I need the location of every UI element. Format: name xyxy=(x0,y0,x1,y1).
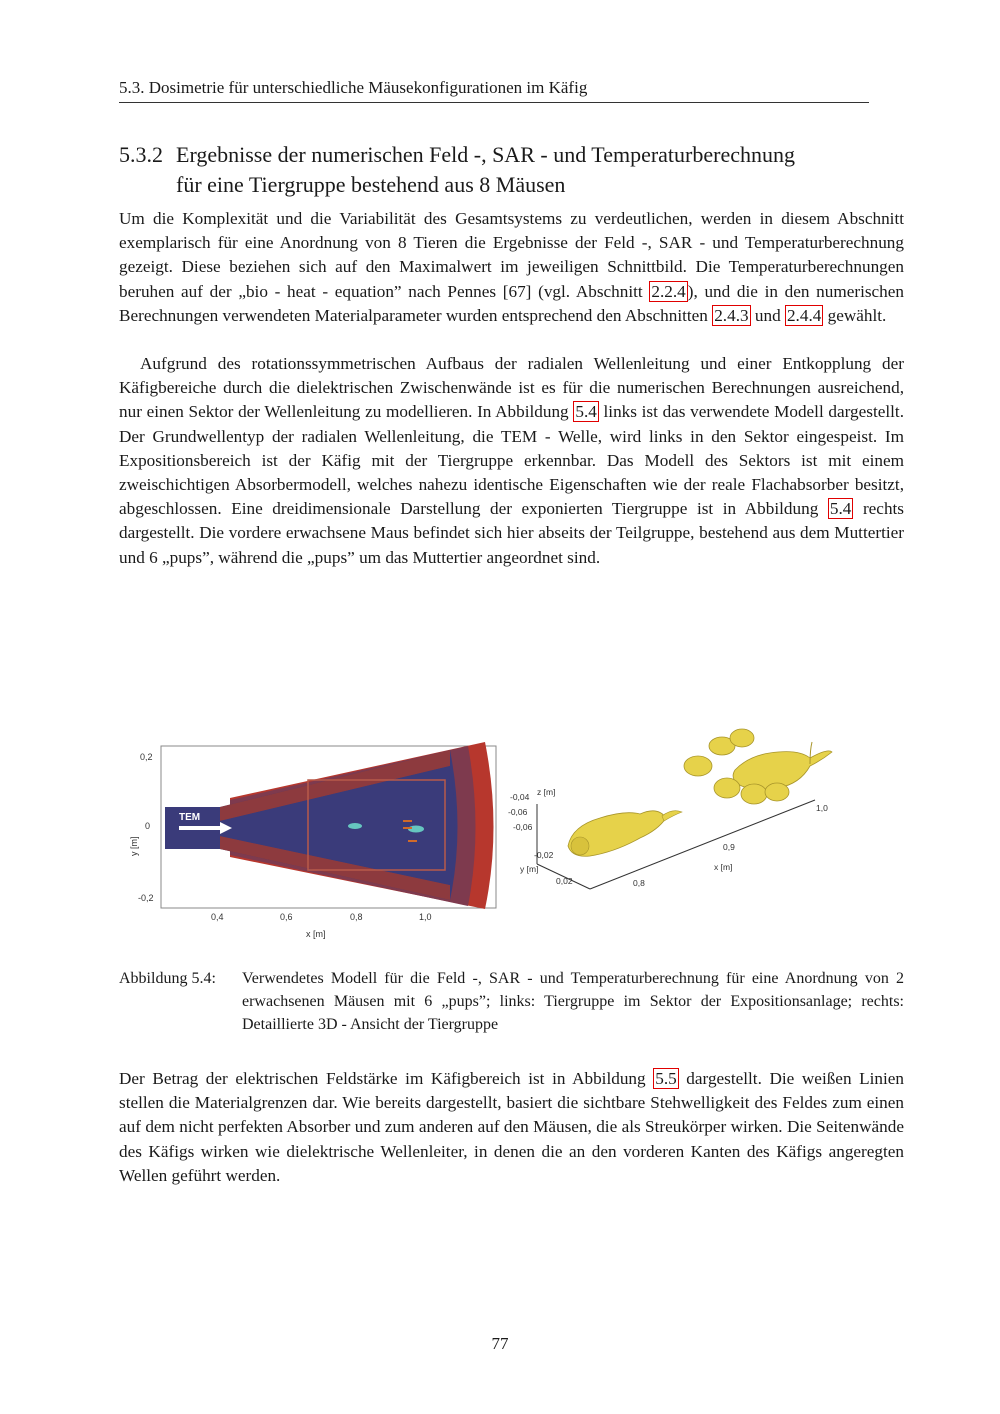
paragraph-text: ), und die in den numerischen Berechnungen verwendeten Materialparameter wurden entsprechend den Abschnitten xyxy=(119,281,904,325)
z-tick-label: -0,04 xyxy=(510,792,530,802)
y-tick-label: -0,02 xyxy=(534,850,554,860)
y-tick-label: -0,2 xyxy=(138,893,154,903)
cage-wall-marker xyxy=(408,840,417,842)
paragraph-text: rechts dargestellt. Die vordere erwachsene Maus befindet sich hier abseits der Teilgruppe, bestehend aus dem Muttertier und 6 „pups”, während die „pups” um das Muttertier angeordnet sind. xyxy=(119,499,904,567)
pup xyxy=(714,778,740,798)
paragraph-text: dargestellt. Die weißen Linien stellen die Materialgrenzen dar. Wie bereits dargestellt, basiert die sichtbare Stehwelligkeit des Feldes zum einen auf dem nicht perfekten Absorber und zum anderen auf den Mäusen, die als Streukörper wirken. Die Seitenwände des Käfigs wirken wie dielektrische Wellenleiter, in denen die an den vorderen Kanten des Käfigs angeregten Wellen geführt werden. xyxy=(119,1069,905,1185)
ref-link-2-4-4[interactable]: 2.4.4 xyxy=(786,305,822,325)
y-tick-label: 0,2 xyxy=(140,752,153,762)
ref-link-2-2-4[interactable]: 2.2.4 xyxy=(651,281,686,301)
paragraph-text: und xyxy=(750,305,785,325)
running-header: 5.3. Dosimetrie für unterschiedliche Mäusekonfigurationen im Käfig xyxy=(119,78,869,103)
y-tick-label: 0,02 xyxy=(556,876,573,886)
section-heading xyxy=(119,140,899,200)
pup xyxy=(684,756,712,776)
paragraph-text: Um die Komplexität und die Variabilität des Gesamtsystems zu verdeutlichen, werden in diesem Abschnitt exemplarisch für eine Anordnung von 8 Tieren die Ergebnisse der Feld -, SAR - und Temperaturberechnung gezeigt. Diese beziehen sich auf den Maximalwert im jeweiligen Schnittbild. Die Temperaturberechnungen beruhen auf der „bio - heat - equation” nach Pennes [67] (vgl. Abschnitt xyxy=(119,209,904,301)
mother-mouse xyxy=(733,742,832,789)
z-tick-label: -0,06 xyxy=(508,807,528,817)
tem-label: TEM xyxy=(179,812,201,823)
x-tick-label: 1,0 xyxy=(419,912,432,922)
paragraph-1 xyxy=(119,207,904,328)
x-tick-label: 1,0 xyxy=(816,803,828,813)
cage-wall-marker xyxy=(403,820,412,822)
x-axis-label: x [m] xyxy=(306,929,326,939)
y-tick-label: 0 xyxy=(145,821,151,831)
section-title-line1: Ergebnisse der numerischen Feld -, SAR - und Temperaturberechnung xyxy=(176,142,795,167)
figure-caption xyxy=(119,967,904,1036)
y-axis-label: y [m] xyxy=(129,836,139,856)
x-tick-label: 0,9 xyxy=(723,842,735,852)
z-axis-label: z [m] xyxy=(537,787,556,797)
ref-link-fig-5-5[interactable]: 5.5 xyxy=(655,1069,677,1088)
figure-5-4 xyxy=(110,728,910,948)
ref-link-fig-5-4[interactable]: 5.4 xyxy=(575,402,597,422)
caption-label: Abbildung 5.4: xyxy=(119,970,216,987)
z-tick-label: -0,06 xyxy=(513,822,533,832)
x-tick-label: 0,6 xyxy=(280,912,293,922)
x-tick-label: 0,4 xyxy=(211,912,224,922)
ref-link-2-4-3[interactable]: 2.4.3 xyxy=(714,305,749,325)
paragraph-2 xyxy=(119,352,904,570)
ref-link-fig-5-4[interactable]: 5.4 xyxy=(829,499,852,519)
paragraph-3 xyxy=(119,1067,904,1188)
section-number: 5.3.2 xyxy=(119,142,163,167)
x-tick-label: 0,8 xyxy=(350,912,363,922)
pup xyxy=(765,783,789,801)
left-plot-sector-model xyxy=(129,742,496,939)
caption-text: Verwendetes Modell für die Feld -, SAR - und Temperaturberechnung für eine Anordnung von 2 erwachsenen Mäusen mit 6 „pups”; links: Tiergruppe im Sektor der Expositionsanlage; rechts: Detaillierte 3D - Ansicht der Tiergruppe xyxy=(242,970,904,1033)
mouse-marker xyxy=(348,823,362,829)
paragraph-text: links ist das verwendete Modell dargestellt. Der Grundwellentyp der radialen Wellenleitung, die TEM - Welle, wird links in den Sektor eingespeist. Im Expositionsbereich ist der Käfig mit der Tiergruppe erkennbar. Das Modell des Sektors ist mit einem zweischichtigen Absorbermodell, welches nahezu identische Eigenschaften wie der reale Flachabsorber besitzt, abgeschlossen. Eine dreidimensionale Darstellung der exponierten Tiergruppe ist in Abbildung xyxy=(119,402,904,519)
section-title-line2: für eine Tiergruppe bestehend aus 8 Mäusen xyxy=(176,172,566,197)
paragraph-text: Aufgrund des rotationssymmetrischen Aufbaus der radialen Wellenleitung und einer Entkopplung der Käfigbereiche durch die dielektrischen Zwischenwände ist es für die numerischen Berechnungen ausreichend, nur einen Sektor der Wellenleitung zu modellieren. In Abbildung xyxy=(119,354,904,422)
pup xyxy=(741,784,767,804)
adult-mouse-front xyxy=(568,811,682,857)
x-axis-label: x [m] xyxy=(714,862,733,872)
y-axis-label: y [m] xyxy=(520,864,539,874)
page-number: 77 xyxy=(491,1334,509,1353)
right-plot-3d-view xyxy=(508,729,832,889)
x-tick-label: 0,8 xyxy=(633,878,645,888)
paragraph-text: gewählt. xyxy=(823,305,887,325)
pup xyxy=(730,729,754,747)
cage-wall-marker xyxy=(403,827,412,829)
paragraph-text: Der Betrag der elektrischen Feldstärke im Käfigbereich ist in Abbildung xyxy=(119,1069,654,1088)
